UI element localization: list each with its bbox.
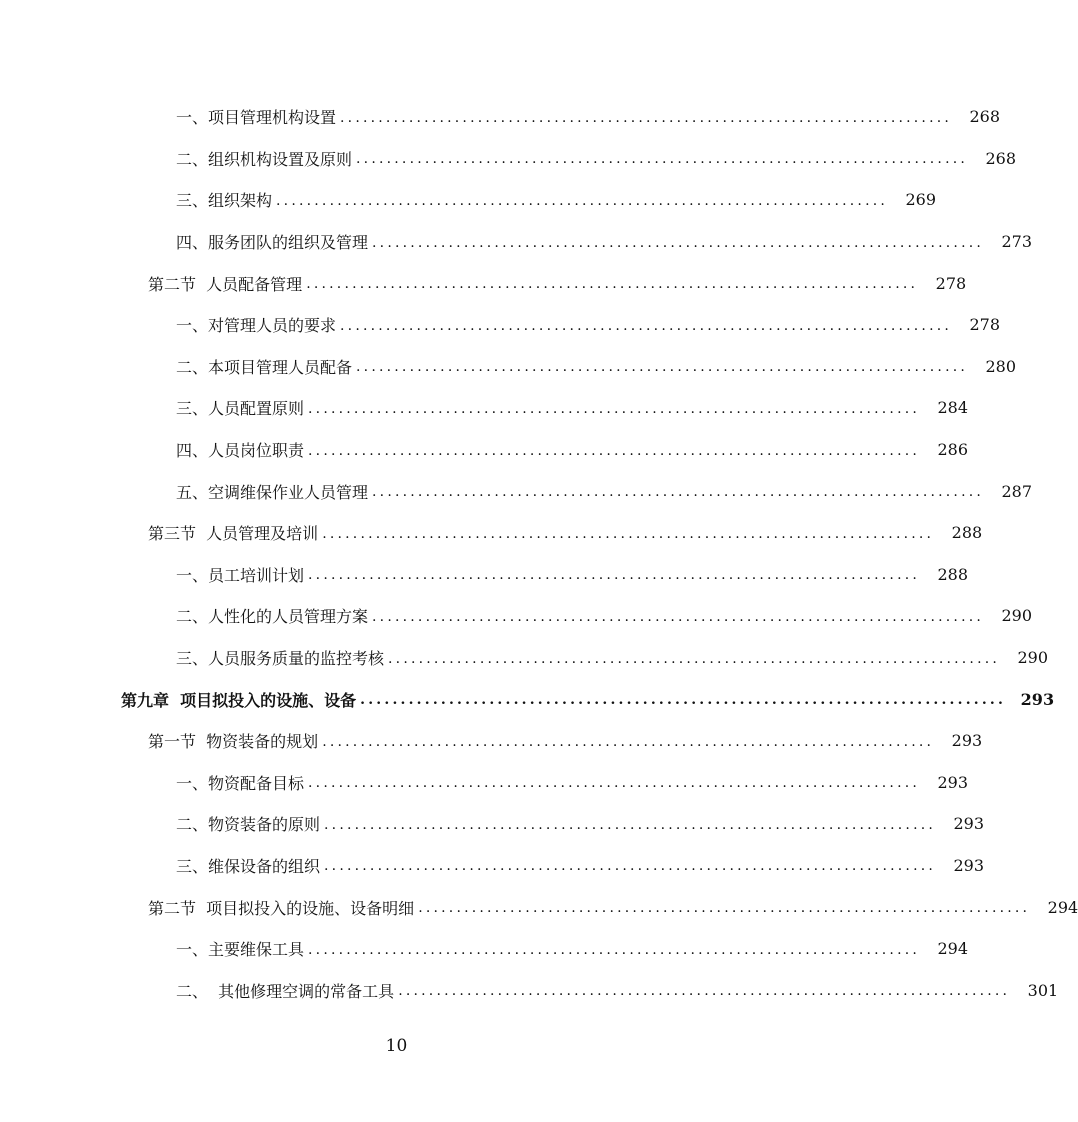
toc-dot-leader: ................................................................................ [372, 608, 985, 625]
toc-dot-leader: ................................................................................ [276, 192, 889, 209]
toc-dot-leader: ................................................................................ [308, 442, 921, 459]
toc-entry-page-number: 293 [953, 814, 985, 834]
toc-entry-page-number: 294 [1047, 897, 1078, 917]
toc-entry-page-number: 268 [985, 148, 1017, 168]
toc-entry-label: 一、主要维保工具 [176, 937, 308, 960]
toc-dot-leader: ................................................................................ [322, 525, 935, 542]
toc-entry-label: 第一节 物资装备的规划 [148, 729, 322, 752]
toc-entry-label: 第二节 人员配备管理 [148, 272, 306, 295]
toc-entry-label: 二、人性化的人员管理方案 [176, 604, 372, 627]
toc-dot-leader: ................................................................................ [372, 484, 985, 501]
toc-item-entry[interactable] [0, 637, 1049, 679]
toc-entry-page-number: 293 [951, 731, 983, 751]
toc-entry-label: 三、组织架构 [176, 188, 276, 211]
toc-entry-page-number: 273 [1001, 232, 1033, 252]
toc-entry-label: 第三节 人员管理及培训 [148, 521, 322, 544]
toc-dot-leader: ................................................................................ [360, 692, 1007, 709]
toc-item-entry[interactable] [0, 554, 969, 596]
toc-entry-page-number: 280 [985, 356, 1017, 376]
toc-entry-label: 四、人员岗位职责 [176, 438, 308, 461]
toc-entry-page-number: 290 [1017, 648, 1049, 668]
toc-item-entry[interactable] [0, 762, 969, 804]
toc-entry-page-number: 288 [937, 564, 969, 584]
toc-item-entry[interactable] [0, 470, 1033, 512]
toc-entry-page-number: 278 [969, 315, 1001, 335]
toc-entry-label: 三、人员配置原则 [176, 396, 308, 419]
toc-dot-leader: ................................................................................ [308, 567, 921, 584]
toc-item-entry[interactable] [0, 969, 1059, 1011]
toc-entry-label: 第二节 项目拟投入的设施、设备明细 [148, 896, 418, 919]
toc-dot-leader: ................................................................................ [324, 858, 937, 875]
toc-entry-label: 四、服务团队的组织及管理 [176, 230, 372, 253]
toc-item-entry[interactable] [0, 387, 969, 429]
toc-entry-page-number: 286 [937, 440, 969, 460]
toc-entry-page-number: 268 [969, 107, 1001, 127]
toc-dot-leader: ................................................................................ [322, 733, 935, 750]
toc-dot-leader: ................................................................................ [308, 400, 921, 417]
toc-entry-label: 二、物资装备的原则 [176, 812, 324, 835]
toc-entry-page-number: 301 [1027, 980, 1059, 1000]
toc-item-entry[interactable] [0, 96, 1001, 138]
toc-entry-page-number: 293 [937, 772, 969, 792]
toc-dot-leader: ................................................................................ [306, 276, 919, 293]
toc-entry-page-number: 284 [937, 398, 969, 418]
toc-dot-leader: ................................................................................ [388, 650, 1001, 667]
toc-item-entry[interactable] [0, 595, 1033, 637]
toc-entry-page-number: 293 [953, 855, 985, 875]
toc-dot-leader: ................................................................................ [324, 816, 937, 833]
toc-entry-page-number: 287 [1001, 481, 1033, 501]
toc-item-entry[interactable] [0, 429, 969, 471]
toc-entry-label: 三、人员服务质量的监控考核 [176, 646, 388, 669]
toc-entry-page-number: 294 [937, 939, 969, 959]
toc-section-entry[interactable] [0, 720, 983, 762]
toc-entry-page-number: 278 [935, 273, 967, 293]
table-of-contents [0, 96, 1078, 1011]
toc-dot-leader: ................................................................................ [340, 317, 953, 334]
toc-item-entry[interactable] [0, 304, 1001, 346]
page-number: 10 [385, 1036, 408, 1056]
toc-dot-leader: ................................................................................ [398, 983, 1011, 1000]
toc-entry-label: 第九章 项目拟投入的设施、设备 [121, 688, 360, 711]
toc-entry-label: 三、维保设备的组织 [176, 854, 324, 877]
toc-item-entry[interactable] [0, 221, 1033, 263]
toc-entry-label: 二、本项目管理人员配备 [176, 355, 356, 378]
toc-entry-page-number: 290 [1001, 606, 1033, 626]
toc-item-entry[interactable] [0, 346, 1017, 388]
toc-item-entry[interactable] [0, 845, 985, 887]
toc-item-entry[interactable] [0, 138, 1017, 180]
toc-dot-leader: ................................................................................ [308, 941, 921, 958]
toc-item-entry[interactable] [0, 928, 969, 970]
toc-entry-label: 一、项目管理机构设置 [176, 105, 340, 128]
toc-entry-label: 二、 其他修理空调的常备工具 [176, 979, 398, 1002]
toc-entry-label: 一、对管理人员的要求 [176, 313, 340, 336]
toc-entry-page-number: 293 [1020, 689, 1055, 709]
toc-chapter-entry[interactable] [0, 678, 1055, 720]
toc-section-entry[interactable] [0, 886, 1078, 928]
toc-dot-leader: ................................................................................ [418, 900, 1031, 917]
toc-dot-leader: ................................................................................ [356, 151, 969, 168]
toc-item-entry[interactable] [0, 803, 985, 845]
toc-entry-page-number: 269 [905, 190, 937, 210]
toc-section-entry[interactable] [0, 262, 967, 304]
toc-dot-leader: ................................................................................ [340, 109, 953, 126]
toc-dot-leader: ................................................................................ [372, 234, 985, 251]
toc-section-entry[interactable] [0, 512, 983, 554]
toc-item-entry[interactable] [0, 179, 937, 221]
toc-entry-label: 二、组织机构设置及原则 [176, 147, 356, 170]
toc-entry-label: 一、物资配备目标 [176, 771, 308, 794]
toc-entry-label: 五、空调维保作业人员管理 [176, 480, 372, 503]
toc-entry-label: 一、员工培训计划 [176, 563, 308, 586]
toc-dot-leader: ................................................................................ [356, 359, 969, 376]
toc-dot-leader: ................................................................................ [308, 775, 921, 792]
toc-entry-page-number: 288 [951, 523, 983, 543]
